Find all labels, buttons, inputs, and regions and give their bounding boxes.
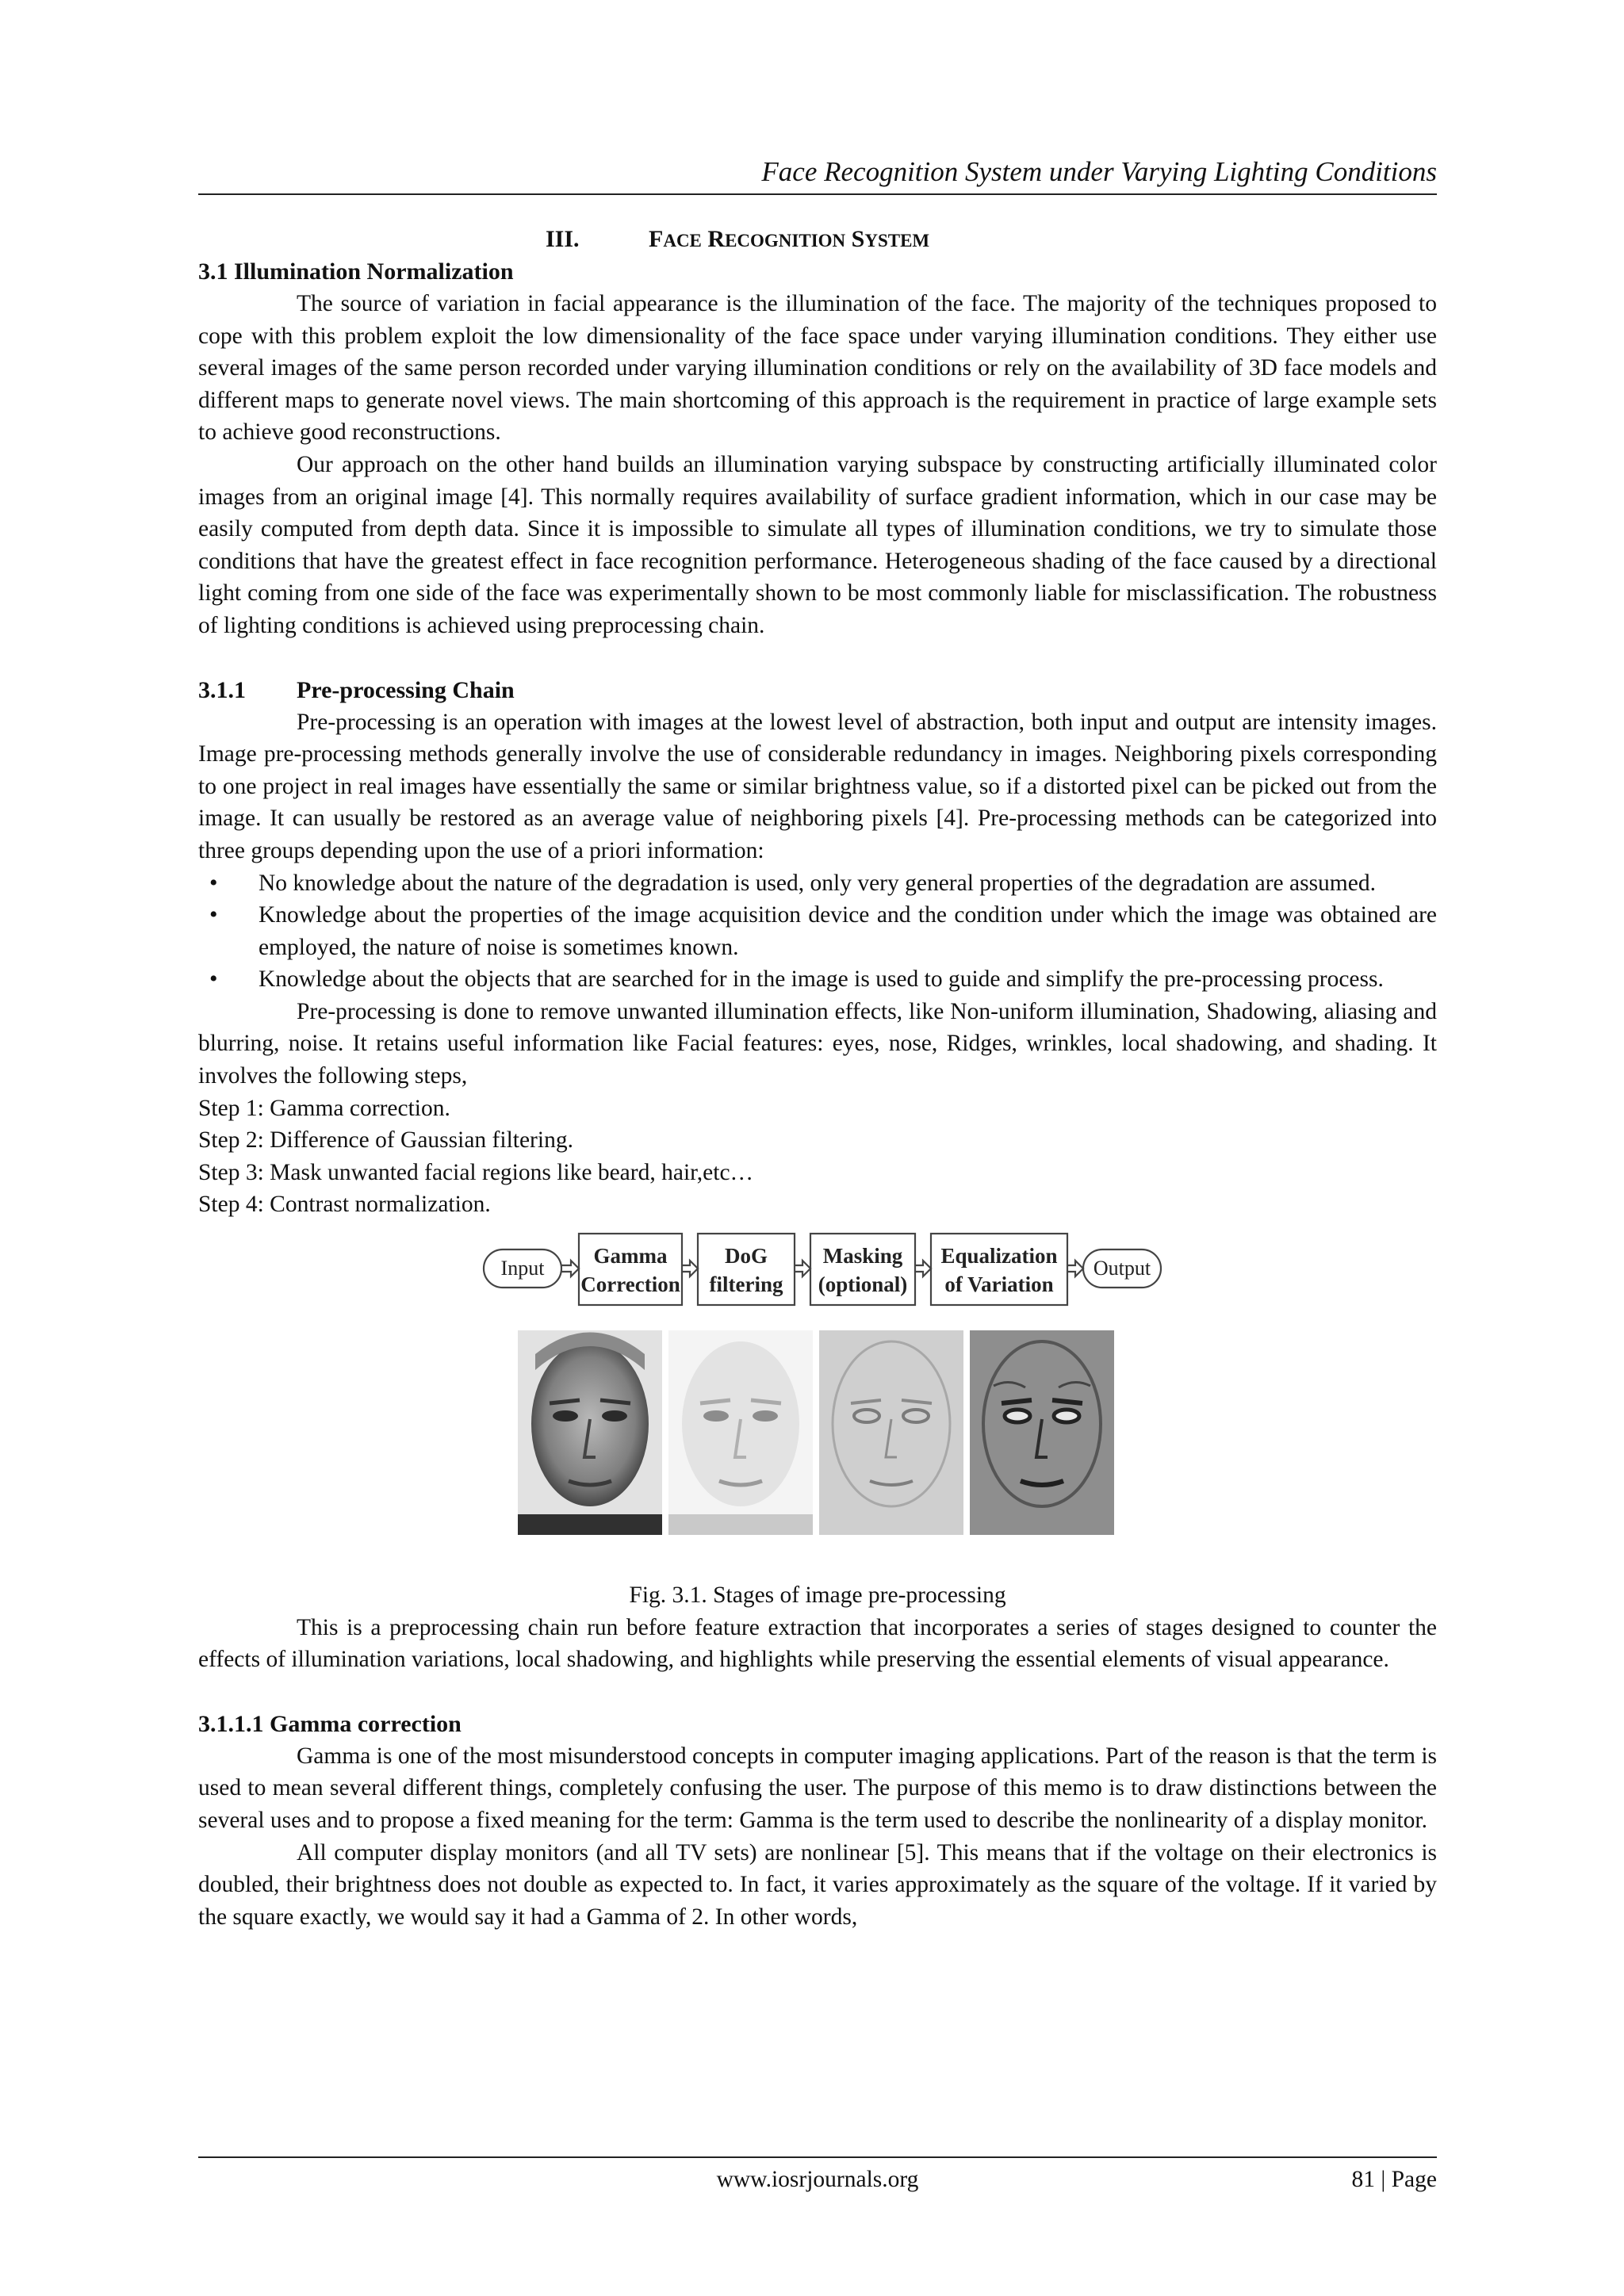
step-item: Step 1: Gamma correction. (198, 1095, 450, 1121)
stage2-label-line2: filtering (709, 1272, 783, 1297)
list-item: • Knowledge about the properties of the image acquisition device and the condition under which the image was obtained are employed, the nature of noise is sometimes known. (198, 899, 1437, 963)
figure-caption: Fig. 3.1. Stages of image pre-processing (629, 1582, 1006, 1609)
figure-3-1 (198, 1221, 1437, 1579)
footer-website: www.iosrjournals.org (716, 2167, 919, 2192)
paragraph: All computer display monitors (and all TV sets) are nonlinear [5]. This means that if the voltage on their electronics is doubled, their brightness does not double as expected to. In fact, it varies approximately as the square of the voltage. If it varied by the square exactly, we would say it had a Gamma of 2. In other words, (198, 1839, 1437, 1930)
flow-arrow (915, 1261, 931, 1276)
flow-arrow (682, 1261, 698, 1276)
stage1-label-line2: Correction (580, 1272, 680, 1297)
subsection-heading-3-1: 3.1 Illumination Normalization (198, 258, 514, 285)
step-item: Step 4: Contrast normalization. (198, 1192, 491, 1218)
paragraph: The source of variation in facial appearance is the illumination of the face. The majority of the techniques proposed to cope with this problem exploit the low dimensionality of the face space under varying illumination conditions. They either use several images of the same person recorded under varying illumination conditions or rely on the availability of 3D face models and different maps to generate novel views. The main shortcoming of this approach is the requirement in practice of large example sets to achieve good reconstructions. (198, 291, 1437, 446)
list-item: • Knowledge about the objects that are searched for in the image is used to guide and simplify the pre-processing process. (198, 963, 1437, 996)
section-heading: FACE RECOGNITION SYSTEM (649, 226, 930, 252)
paragraph: This is a preprocessing chain run before feature extraction that incorporates a series of stages designed to counter the effects of illumination variations, local shadowing, and highlights while preserving the essential elements of visual appearance. (198, 1614, 1437, 1673)
preprocessing-flow-diagram (482, 1226, 1164, 1313)
stage3-label-line2: (optional) (818, 1272, 908, 1297)
subsection-heading-3-1-1-1: 3.1.1.1 Gamma correction (198, 1710, 462, 1737)
subsection-heading-3-1-1: 3.1.1 Pre-processing Chain (198, 676, 515, 703)
face-image-original (518, 1330, 662, 1535)
section-number: III. (546, 226, 580, 252)
footer-rule (198, 2156, 1437, 2158)
running-header: Face Recognition System under Varying Lighting Conditions (761, 156, 1437, 187)
face-stage-images (518, 1330, 1116, 1535)
list-item: • No knowledge about the nature of the degradation is used, only very general properties of the degradation are assumed. (198, 867, 1437, 900)
section-title (198, 224, 1437, 255)
paragraph: Our approach on the other hand builds an illumination varying subspace by constructing artificially illuminated color images from an original image [4]. This normally requires availability of surface gradient information, which in our case may be easily computed from depth data. Since it is impossible to simulate all types of illumination conditions, we try to simulate those conditions that have the greatest effect in face recognition performance. Heterogeneous shading of the face caused by a directional light coming from one side of the face was experimentally shown to be most commonly liable for misclassification. The robustness of lighting conditions is achieved using preprocessing chain. (198, 451, 1437, 638)
flow-arrow (561, 1261, 579, 1276)
bullet-list (198, 867, 1437, 996)
footer-page-number: 81 | Page (1351, 2167, 1437, 2192)
stage1-label-line1: Gamma (593, 1244, 668, 1269)
step-item: Step 3: Mask unwanted facial regions like beard, hair,etc… (198, 1159, 754, 1185)
stage4-label-line1: Equalization (940, 1244, 1058, 1269)
face-image-gamma (668, 1330, 813, 1535)
flow-input-label: Input (500, 1257, 545, 1280)
stage3-label-line1: Masking (822, 1244, 903, 1269)
step-item: Step 2: Difference of Gaussian filtering. (198, 1127, 573, 1154)
main-content (198, 224, 1437, 1933)
header-rule (198, 193, 1437, 195)
face-image-dog (819, 1330, 963, 1535)
stage4-label-line2: of Variation (944, 1272, 1054, 1297)
paragraph: Pre-processing is done to remove unwanted illumination effects, like Non-uniform illumination, Shadowing, aliasing and blurring, noise. It retains useful information like Facial features: eyes, nose, Ridges, wrinkles, local shadowing, and shading. It involves the following steps, (198, 998, 1437, 1089)
stage2-label-line1: DoG (725, 1244, 768, 1269)
face-image-equalized (970, 1330, 1114, 1535)
flow-arrow (1067, 1261, 1083, 1276)
paragraph: Pre-processing is an operation with images at the lowest level of abstraction, both input and output are intensity images. Image pre-processing methods generally involve the use of considerable redundancy in images. Neighboring pixels corresponding to one project in real images have essentially the same or similar brightness value, so if a distorted pixel can be picked out from the image. It can usually be restored as an average value of neighboring pixels [4]. Pre-processing methods can be categorized into three groups depending upon the use of a priori information: (198, 709, 1437, 863)
flow-arrow (795, 1261, 810, 1276)
paragraph: Gamma is one of the most misunderstood concepts in computer imaging applications. Part of the reason is that the term is used to mean several different things, completely confusing the user. The purpose of this memo is to draw distinctions between the several uses and to propose a fixed meaning for the term: Gamma is the term used to describe the nonlinearity of a display monitor. (198, 1743, 1437, 1833)
steps-list (198, 1093, 1437, 1221)
flow-output-label: Output (1093, 1257, 1151, 1280)
